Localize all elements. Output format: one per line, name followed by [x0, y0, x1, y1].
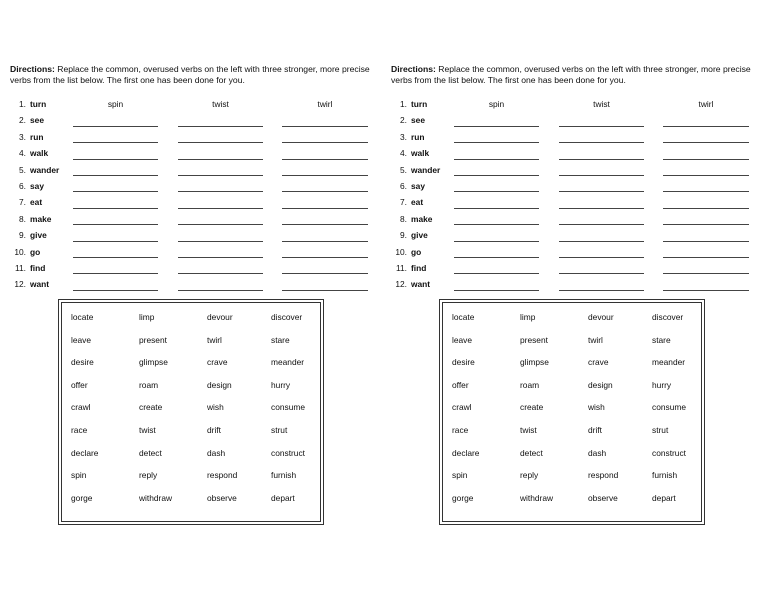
word-bank-word: desire: [71, 357, 94, 368]
exercise-row: [10, 179, 382, 195]
answer-blank[interactable]: [178, 130, 263, 143]
word-bank-word: glimpse: [139, 357, 168, 368]
word-bank-word: wish: [207, 402, 224, 413]
word-bank-word: hurry: [652, 379, 672, 390]
row-number: 11.: [14, 262, 26, 273]
row-verb: run: [30, 131, 44, 142]
word-bank-word: create: [139, 402, 163, 413]
answer-blank[interactable]: [454, 245, 539, 258]
answer-blank[interactable]: [559, 147, 644, 160]
exercise-row: [391, 179, 763, 195]
answer-blank[interactable]: [454, 261, 539, 274]
word-bank-word: spin: [452, 470, 468, 481]
word-bank-word: declare: [71, 447, 99, 458]
row-verb: see: [411, 115, 425, 126]
answer-blank[interactable]: [663, 163, 749, 176]
answer-blank[interactable]: [73, 229, 158, 242]
answer-blank[interactable]: [282, 114, 368, 127]
row-number: 8.: [400, 213, 407, 224]
word-bank: [58, 299, 324, 525]
answer-blank[interactable]: [559, 229, 644, 242]
answer-blank[interactable]: [73, 179, 158, 192]
word-bank-word: stare: [271, 334, 290, 345]
answer-blank[interactable]: [73, 114, 158, 127]
directions-label: Directions:: [10, 64, 55, 74]
exercise-row: [391, 97, 763, 113]
answer-blank[interactable]: [73, 163, 158, 176]
exercise-row: [391, 245, 763, 261]
word-bank-word: drift: [588, 424, 602, 435]
answer-blank[interactable]: [663, 229, 749, 242]
word-bank-word: crawl: [452, 402, 472, 413]
word-bank-word: construct: [271, 447, 305, 458]
answer-blank[interactable]: [178, 114, 263, 127]
answer-blank[interactable]: [73, 147, 158, 160]
word-bank-word: twist: [520, 424, 537, 435]
row-verb: run: [411, 131, 425, 142]
answer-blank[interactable]: [178, 261, 263, 274]
answer-blank[interactable]: [559, 245, 644, 258]
answer-blank[interactable]: [454, 163, 539, 176]
word-bank-word: desire: [452, 357, 475, 368]
exercise-row: [391, 130, 763, 146]
word-bank-word: spin: [71, 470, 87, 481]
word-bank-word: detect: [139, 447, 162, 458]
answer-blank[interactable]: [178, 147, 263, 160]
word-bank-word: discover: [271, 312, 303, 322]
exercise-row: [10, 261, 382, 277]
row-verb: give: [30, 230, 47, 241]
word-bank-word: present: [520, 334, 548, 345]
answer-blank[interactable]: [454, 212, 539, 225]
word-bank-word: offer: [71, 379, 88, 390]
directions: [391, 64, 763, 86]
answer-blank[interactable]: [282, 245, 368, 258]
answer-blank[interactable]: [282, 212, 368, 225]
word-bank-word: dash: [207, 447, 226, 458]
word-bank-word: design: [207, 379, 232, 390]
word-bank-word: reply: [139, 470, 158, 481]
exercise-row: [10, 97, 382, 113]
row-number: 6.: [400, 180, 407, 191]
row-verb: say: [30, 180, 44, 191]
exercise-row: [391, 277, 763, 293]
word-bank-word: limp: [520, 312, 536, 322]
row-verb: walk: [411, 148, 430, 159]
exercise-row: [391, 228, 763, 244]
exercise-row: [10, 212, 382, 228]
word-bank-word: observe: [207, 492, 237, 503]
answer-blank[interactable]: [282, 229, 368, 242]
row-number: 11.: [395, 262, 407, 273]
row-number: 5.: [19, 164, 26, 175]
word-bank-word: dash: [588, 447, 607, 458]
word-bank-grid: [71, 312, 314, 515]
word-bank-word: hurry: [271, 379, 291, 390]
row-verb: turn: [411, 99, 428, 109]
word-bank-word: consume: [271, 402, 305, 413]
word-bank-word: strut: [652, 424, 669, 435]
answer-blank[interactable]: [282, 261, 368, 274]
row-verb: wander: [30, 164, 60, 175]
answer-blank[interactable]: [663, 245, 749, 258]
answer-blank[interactable]: [178, 229, 263, 242]
row-verb: wander: [411, 164, 441, 175]
worksheet-left: [10, 64, 382, 503]
answer-blank[interactable]: [559, 163, 644, 176]
word-bank-word: furnish: [652, 470, 678, 481]
word-bank-word: crave: [588, 357, 609, 368]
word-bank-word: stare: [652, 334, 671, 345]
exercise-row: [10, 130, 382, 146]
row-verb: go: [411, 246, 422, 257]
directions-label: Directions:: [391, 64, 436, 74]
word-bank-word: respond: [588, 470, 619, 481]
answer-example: twirl: [698, 99, 714, 109]
word-bank-word: devour: [588, 312, 614, 322]
answer-blank[interactable]: [663, 179, 749, 192]
answer-blank[interactable]: [454, 179, 539, 192]
word-bank-word: design: [588, 379, 613, 390]
word-bank-word: respond: [207, 470, 238, 481]
exercise-row: [10, 245, 382, 261]
row-verb: walk: [30, 148, 49, 159]
answer-blank[interactable]: [178, 245, 263, 258]
word-bank-word: crave: [207, 357, 228, 368]
answer-blank[interactable]: [73, 196, 158, 209]
answer-blank[interactable]: [73, 130, 158, 143]
answer-blank[interactable]: [559, 114, 644, 127]
answer-blank[interactable]: [454, 229, 539, 242]
row-verb: find: [411, 262, 427, 273]
row-number: 12.: [14, 279, 26, 290]
answer-blank[interactable]: [663, 196, 749, 209]
exercise-list: [10, 97, 382, 294]
answer-example: twirl: [317, 99, 333, 109]
word-bank-word: offer: [452, 379, 469, 390]
word-bank-word: detect: [520, 447, 543, 458]
row-number: 9.: [400, 230, 407, 241]
answer-blank[interactable]: [559, 130, 644, 143]
word-bank-word: limp: [139, 312, 155, 322]
exercise-row: [10, 277, 382, 293]
answer-blank[interactable]: [454, 114, 539, 127]
exercise-row: [391, 146, 763, 162]
word-bank-inner: [442, 302, 702, 522]
word-bank-word: race: [71, 424, 88, 435]
word-bank-word: declare: [452, 447, 480, 458]
row-verb: want: [30, 279, 50, 290]
answer-blank[interactable]: [454, 130, 539, 143]
word-bank-word: withdraw: [520, 492, 554, 503]
word-bank-word: leave: [452, 334, 473, 345]
row-number: 1.: [19, 99, 26, 109]
row-number: 9.: [19, 230, 26, 241]
word-bank-word: meander: [652, 357, 686, 368]
answer-blank[interactable]: [73, 278, 158, 291]
answer-blank[interactable]: [454, 278, 539, 291]
answer-blank[interactable]: [663, 278, 749, 291]
answer-blank[interactable]: [178, 163, 263, 176]
exercise-row: [10, 113, 382, 129]
word-bank-word: glimpse: [520, 357, 549, 368]
word-bank-word: consume: [652, 402, 686, 413]
answer-blank[interactable]: [282, 278, 368, 291]
word-bank-word: meander: [271, 357, 305, 368]
exercise-row: [391, 212, 763, 228]
row-verb: make: [30, 213, 52, 224]
answer-blank[interactable]: [178, 278, 263, 291]
word-bank-word: locate: [71, 312, 94, 322]
answer-blank[interactable]: [663, 114, 749, 127]
row-number: 4.: [400, 148, 407, 159]
row-number: 10.: [395, 246, 407, 257]
word-bank-word: twirl: [588, 334, 603, 345]
answer-blank[interactable]: [559, 196, 644, 209]
exercise-list: [391, 97, 763, 294]
answer-blank[interactable]: [663, 147, 749, 160]
answer-blank[interactable]: [73, 261, 158, 274]
answer-example: spin: [107, 99, 124, 109]
row-number: 12.: [395, 279, 407, 290]
directions-text: Replace the common, overused verbs on the left with three stronger, more precise verbs from the list below. The first one has been done for you.: [10, 64, 370, 85]
word-bank-inner: [61, 302, 321, 522]
answer-blank[interactable]: [178, 212, 263, 225]
answer-blank[interactable]: [454, 147, 539, 160]
word-bank-word: withdraw: [139, 492, 173, 503]
directions: [10, 64, 382, 86]
row-verb: turn: [30, 99, 47, 109]
row-number: 2.: [400, 115, 407, 126]
word-bank-grid: [452, 312, 695, 515]
answer-blank[interactable]: [178, 179, 263, 192]
row-number: 7.: [400, 197, 407, 208]
word-bank: [439, 299, 705, 525]
answer-blank[interactable]: [282, 196, 368, 209]
word-bank-word: twist: [139, 424, 156, 435]
answer-blank[interactable]: [454, 196, 539, 209]
row-verb: give: [411, 230, 428, 241]
word-bank-word: roam: [139, 379, 159, 390]
word-bank-word: discover: [652, 312, 684, 322]
exercise-row: [10, 146, 382, 162]
answer-blank[interactable]: [73, 212, 158, 225]
word-bank-word: gorge: [452, 492, 474, 503]
word-bank-word: race: [452, 424, 469, 435]
answer-blank[interactable]: [663, 130, 749, 143]
row-verb: eat: [411, 197, 424, 208]
row-number: 4.: [19, 148, 26, 159]
exercise-row: [10, 195, 382, 211]
word-bank-word: depart: [652, 492, 676, 503]
answer-blank[interactable]: [663, 212, 749, 225]
word-bank-word: furnish: [271, 470, 297, 481]
word-bank-word: create: [520, 402, 544, 413]
word-bank-word: construct: [652, 447, 686, 458]
word-bank-word: crawl: [71, 402, 91, 413]
exercise-row: [10, 228, 382, 244]
row-number: 3.: [19, 131, 26, 142]
answer-blank[interactable]: [559, 179, 644, 192]
answer-blank[interactable]: [559, 278, 644, 291]
exercise-row: [391, 261, 763, 277]
word-bank-word: present: [139, 334, 167, 345]
word-bank-word: reply: [520, 470, 539, 481]
answer-blank[interactable]: [559, 212, 644, 225]
row-number: 5.: [400, 164, 407, 175]
row-verb: see: [30, 115, 44, 126]
row-verb: eat: [30, 197, 43, 208]
word-bank-word: devour: [207, 312, 233, 322]
row-number: 7.: [19, 197, 26, 208]
answer-blank[interactable]: [559, 261, 644, 274]
word-bank-word: roam: [520, 379, 540, 390]
row-verb: make: [411, 213, 433, 224]
word-bank-word: leave: [71, 334, 92, 345]
word-bank-word: drift: [207, 424, 221, 435]
exercise-row: [391, 113, 763, 129]
row-verb: go: [30, 246, 41, 257]
row-number: 2.: [19, 115, 26, 126]
row-number: 1.: [400, 99, 407, 109]
answer-blank[interactable]: [282, 163, 368, 176]
exercise-row: [391, 163, 763, 179]
row-number: 3.: [400, 131, 407, 142]
word-bank-word: gorge: [71, 492, 93, 503]
answer-example: twist: [212, 99, 229, 109]
row-number: 8.: [19, 213, 26, 224]
answer-blank[interactable]: [73, 245, 158, 258]
exercise-row: [391, 195, 763, 211]
row-verb: want: [411, 279, 431, 290]
answer-blank[interactable]: [663, 261, 749, 274]
word-bank-word: observe: [588, 492, 618, 503]
directions-text: Replace the common, overused verbs on the left with three stronger, more precise verbs from the list below. The first one has been done for you.: [391, 64, 751, 85]
word-bank-word: depart: [271, 492, 295, 503]
answer-blank[interactable]: [282, 130, 368, 143]
answer-example: twist: [593, 99, 610, 109]
exercise-row: [10, 163, 382, 179]
row-verb: find: [30, 262, 46, 273]
worksheet-right: [391, 64, 763, 503]
word-bank-word: twirl: [207, 334, 222, 345]
answer-example: spin: [488, 99, 505, 109]
word-bank-word: locate: [452, 312, 475, 322]
answer-blank[interactable]: [282, 179, 368, 192]
answer-blank[interactable]: [282, 147, 368, 160]
row-number: 10.: [14, 246, 26, 257]
word-bank-word: strut: [271, 424, 288, 435]
row-number: 6.: [19, 180, 26, 191]
answer-blank[interactable]: [178, 196, 263, 209]
word-bank-word: wish: [588, 402, 605, 413]
row-verb: say: [411, 180, 425, 191]
